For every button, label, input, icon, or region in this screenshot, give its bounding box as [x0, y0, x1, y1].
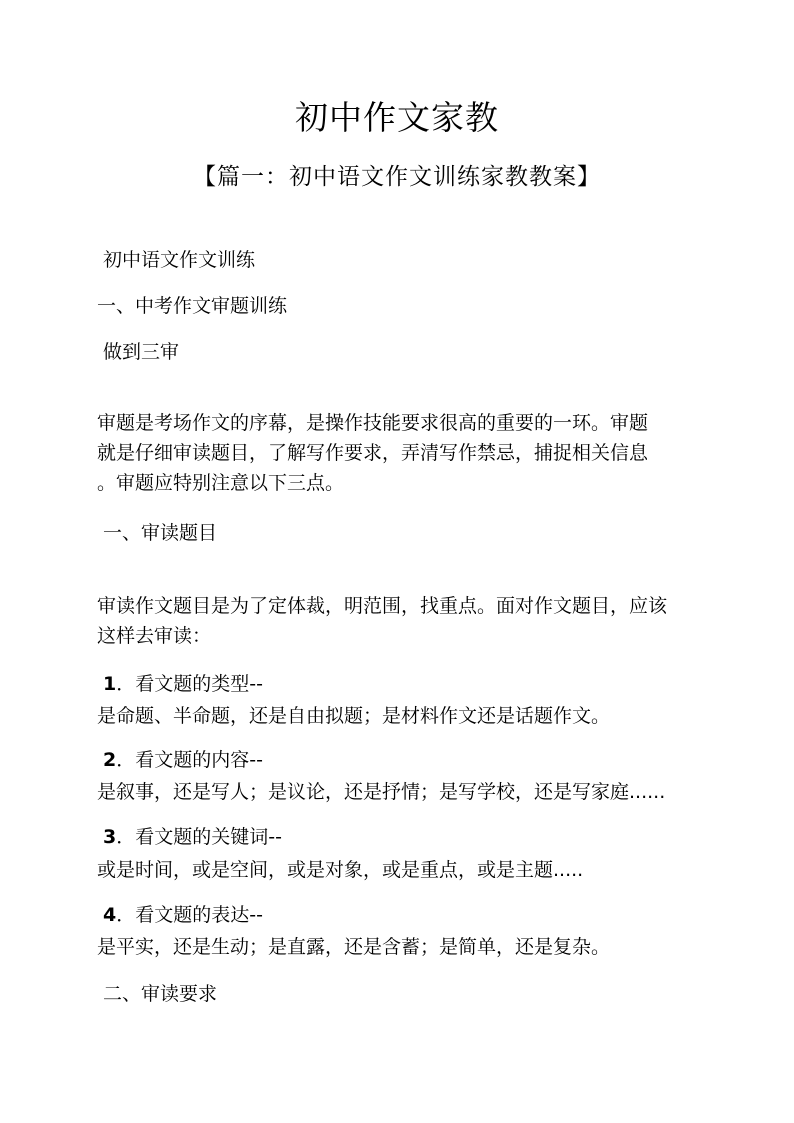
section-heading-1: 一、中考作文审题训练: [97, 295, 288, 317]
item-heading: [103, 901, 263, 929]
item-heading-text: ．看文题的内容--: [116, 749, 263, 771]
item-heading: [103, 670, 263, 698]
item-heading: [103, 746, 263, 774]
sub1-intro-paragraph: [97, 591, 707, 651]
item-detail: 或是时间，或是空间，或是对象，或是重点，或是主题.....: [97, 859, 584, 881]
item-detail: 是平实，还是生动；是直露，还是含蓄；是简单，还是复杂。: [97, 936, 611, 958]
item-detail: 是命题、半命题，还是自由拟题；是材料作文还是话题作文。: [97, 705, 611, 727]
item-heading-text: ．看文题的类型--: [116, 673, 263, 695]
sub-heading-2: 二、审读要求: [103, 983, 218, 1005]
subheading: 做到三审: [103, 341, 180, 363]
item-heading-text: ．看文题的表达--: [116, 904, 263, 926]
item-number: 4: [103, 904, 117, 926]
sub-heading-1: 一、审读题目: [103, 522, 218, 544]
main-heading: 初中语文作文训练: [103, 249, 256, 271]
item-heading-text: ．看文题的关键词--: [116, 826, 282, 848]
sub1-intro-line: 这样去审读：: [97, 625, 212, 647]
item-detail: 是叙事，还是写人；是议论，还是抒情；是写学校，还是写家庭......: [97, 781, 666, 803]
sub1-intro-line: 审读作文题目是为了定体裁，明范围，找重点。面对作文题目，应该: [97, 595, 668, 617]
intro-paragraph: [97, 408, 707, 498]
intro-line: 就是仔细审读题目，了解写作要求，弄清写作禁忌，捕捉相关信息: [97, 442, 649, 464]
item-number: 3: [103, 826, 117, 848]
intro-line: 审题是考场作文的序幕，是操作技能要求很高的重要的一环。审题: [97, 412, 649, 434]
item-heading: [103, 823, 282, 851]
item-number: 2: [103, 749, 117, 771]
intro-line: 。审题应特别注意以下三点。: [97, 472, 345, 494]
document-title: 初中作文家教: [295, 98, 499, 137]
item-number: 1: [103, 673, 117, 695]
document-subtitle: 【篇一：初中语文作文训练家教教案】: [193, 164, 601, 190]
